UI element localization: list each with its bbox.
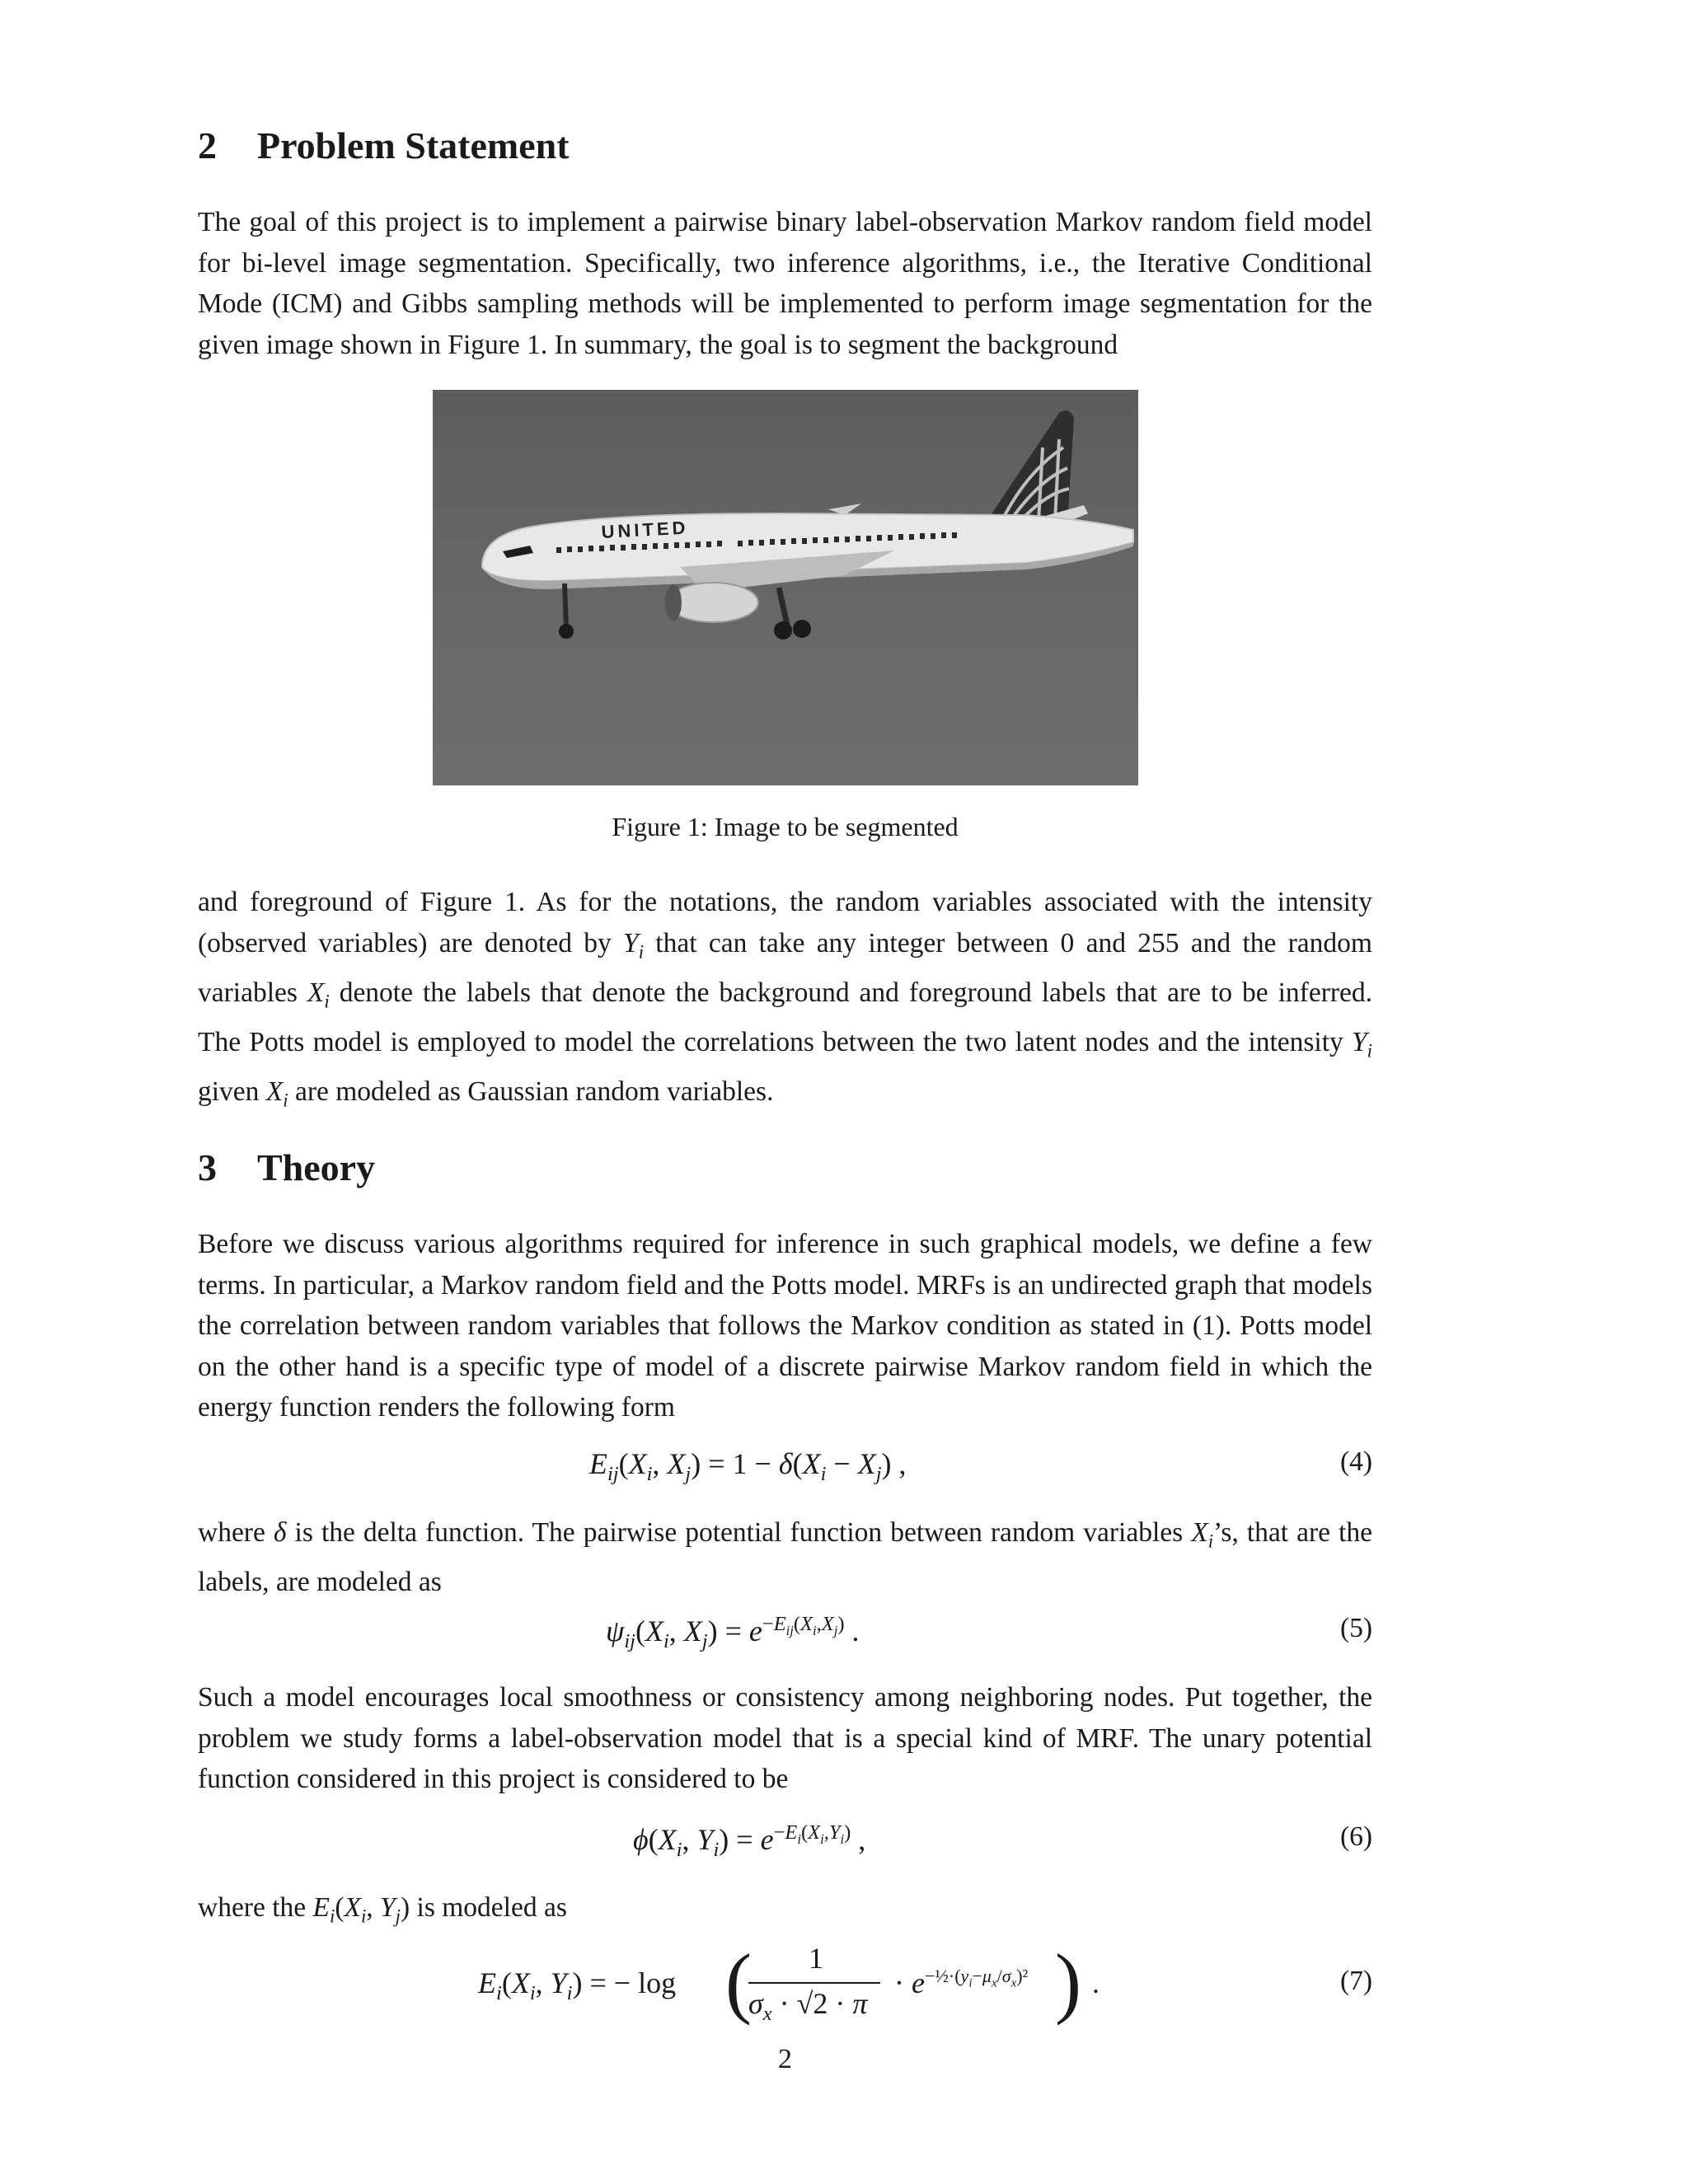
paragraph-smoothness: Such a model encourages local smoothness or consistency among neighboring nodes. Put together, the problem we study forms a label-observation model that is a special kind of MRF. The unary potential function considered in this project is considered to be: [198, 1682, 1372, 1794]
airplane-illustration: [433, 390, 1138, 785]
section-title: Theory: [257, 1146, 376, 1188]
figure-caption: Figure 1: Image to be segmented: [612, 812, 959, 841]
section-number: 3: [198, 1146, 217, 1188]
equation-7: $E_i(X_i$, $Y_i$) = − log ( 1 $\sigma_x \cdot √2 \cdot \pi$ · $e^{-\frac{1}{2}\cdot(y_i-\mu_x/\sigma_x)^2}$ ) . (7): [478, 1938, 1372, 2026]
paragraph-unary: where the $E_i(X_i$, $Y_j$) is modeled as: [198, 1892, 567, 1927]
equation-number: (6): [1339, 1821, 1372, 1852]
equation-number: (4): [1339, 1446, 1372, 1477]
equation-4: $E_{ij}(X_i$, $X_j) = 1 - \delta(X_i - X_j)$ , (4): [589, 1446, 1372, 1486]
equation-5: $\psi_{ij}(X_i$, $X_j) = e^{-E_{ij}(X_i,X_j)}$ . (5): [606, 1613, 1372, 1653]
section-heading-problem-statement: [198, 124, 570, 167]
page-number: 2: [778, 2044, 792, 2074]
paragraph-mrf-definition: Before we discuss various algorithms required for inference in such graphical models, we define a few terms. In particular, a Markov random field and the Potts model. MRFs is an undirected graph that models the correlation between random variables that follows the Markov condition as stated in (1). Potts model on the other hand is a specific type of model of a discrete pairwise Markov random field in which the energy function renders the following form: [198, 1229, 1372, 1422]
equation-number: (5): [1339, 1613, 1372, 1643]
airline-livery-text: UNITED: [600, 517, 690, 542]
section-heading-theory: [198, 1146, 375, 1189]
equation-number: (7): [1339, 1966, 1372, 1996]
paragraph-goal: The goal of this project is to implement a pairwise binary label-observation Markov random field model for bi-level image segmentation. Specifically, two inference algorithms, i.e., the Iterative Conditional Mode (ICM) and Gibbs sampling methods will be implemented to perform image segmentation for the given image shown in Figure 1. In summary, the goal is to segment the background: [198, 207, 1372, 360]
section-title: Problem Statement: [257, 124, 570, 166]
paragraph-delta: where δ is the delta function. The pairwise potential function between random variables $X_i’s$, that are the labels, are modeled as: [198, 1517, 1372, 1598]
section-number: 2: [198, 124, 217, 166]
paragraph-notation: and foreground of Figure 1. As for the notations, the random variables associated with the intensity (observed variables) are denoted by $Y_i$ that can take any integer between 0 and 255 and the random variables $X_i$ denote the labels that denote the background and foreground labels that are to be inferred. The Potts model is employed to model the correlations between the two latent nodes and the intensity $Y_i$ given $X_i$ are modeled as Gaussian random variables.: [198, 887, 1372, 1111]
figure-airplane-image: [433, 390, 1138, 785]
equation-6: $\phi(X_i$, $Y_i) = e^{-E_i(X_i,Y_i)}$ , (6): [633, 1821, 1372, 1862]
